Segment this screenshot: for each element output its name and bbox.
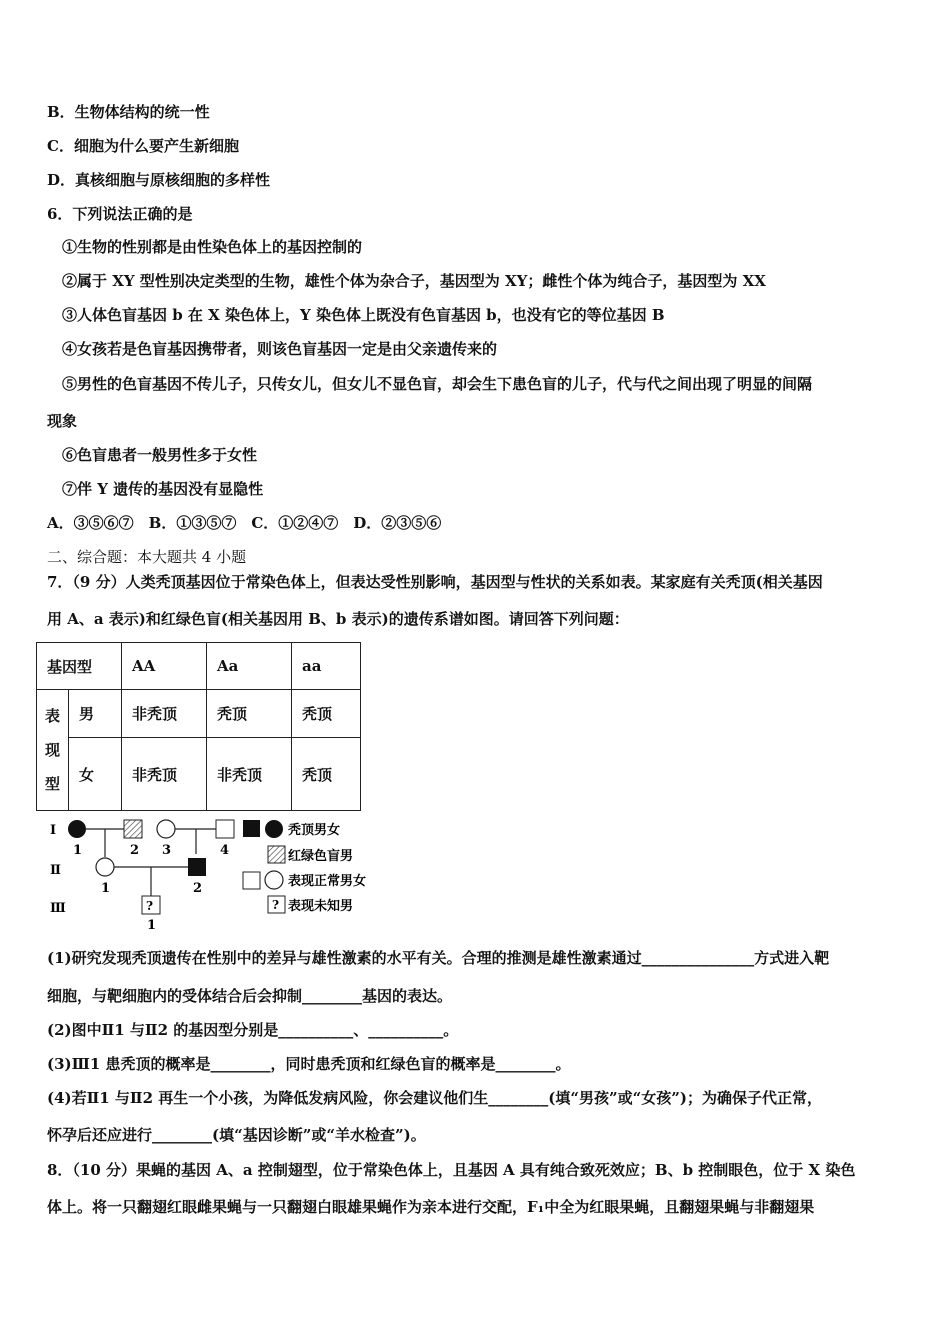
female-bald-I1 [68,820,86,838]
generation-label: Ⅱ [50,863,61,878]
sex-cell: 男 [69,690,122,738]
sub-question: 细胞，与靶细胞内的受体结合后会抑制________基因的表达。 [47,987,453,1005]
legend-bald-male-icon [243,820,260,837]
individual-number: 1 [73,843,83,858]
section-heading: 二、综合题：本大题共 4 小题 [47,548,247,566]
header-cell: 基因型 [37,643,122,690]
legend-colorblind-icon [268,846,285,863]
pedigree-chart [36,812,396,934]
male-bald-II2 [188,858,206,876]
male-colorblind-I2 [124,820,142,838]
female-normal-II1 [96,858,114,876]
sub-question: (3)Ⅲ1 患秃顶的概率是________，同时患秃顶和红绿色盲的概率是________。 [47,1055,571,1073]
question-8-stem: 体上。将一只翻翅红眼雌果蝇与一只翻翅白眼雄果蝇作为亲本进行交配，F₁中全为红眼果蝇，且翻翅果蝇与非翻翅果 [47,1198,815,1216]
legend-label: 表现正常男女 [288,874,367,889]
legend-label: 表现未知男 [288,899,354,914]
statement: ⑤男性的色盲基因不传儿子，只传女儿，但女儿不显色盲，却会生下患色盲的儿子，代与代之间出现了明显的间隔 [62,375,813,393]
sex-cell: 女 [69,738,122,811]
unknown-mark: ? [146,899,154,913]
individual-number: 2 [130,843,140,858]
male-normal-I4 [216,820,234,838]
header-cell: Aa [207,643,292,690]
sub-question: (1)研究发现秃顶遗传在性别中的差异与雄性激素的水平有关。合理的推测是雄性激素通过_______________方式进入靶 [47,949,830,967]
individual-number: 1 [101,881,111,896]
row-group-label: 表 现 型 [37,690,69,811]
legend-normal-female-icon [265,871,283,889]
sub-question: 怀孕后还应进行________(填“基因诊断”或“羊水检查”)。 [47,1126,426,1144]
statement: ③人体色盲基因 b 在 X 染色体上，Y 染色体上既没有色盲基因 b，也没有它的等位基因 B [62,306,665,324]
table-cell: 秃顶 [207,690,292,738]
individual-number: 3 [162,843,172,858]
genotype-table [36,642,361,811]
statement: ⑦伴 Y 遗传的基因没有显隐性 [62,480,264,498]
individual-number: 4 [220,843,230,858]
table-cell: 秃顶 [292,690,361,738]
generation-label: Ⅲ [50,901,66,916]
legend-bald-female-icon [265,820,283,838]
question-6-stem: 6．下列说法正确的是 [47,205,193,223]
option-c: C．细胞为什么要产生新细胞 [47,137,239,155]
option-d: D．真核细胞与原核细胞的多样性 [47,171,271,189]
question-7-stem: 用 A、a 表示)和红绿色盲(相关基因用 B、b 表示)的遗传系谱如图。请回答下列问题： [47,610,629,628]
legend-normal-male-icon [243,872,260,889]
statement: ④女孩若是色盲基因携带者，则该色盲基因一定是由父亲遗传来的 [62,340,498,358]
sub-question: (4)若Ⅱ1 与Ⅱ2 再生一个小孩，为降低发病风险，你会建议他们生________(填“男孩”或“女孩”)；为确保子代正常， [47,1089,822,1107]
legend-label: 秃顶男女 [288,823,341,838]
individual-number: 2 [193,881,203,896]
unknown-mark: ? [272,898,280,912]
statement: ②属于 XY 型性别决定类型的生物，雄性个体为杂合子，基因型为 XY；雌性个体为纯合子，基因型为 XX [62,272,766,290]
statement: ①生物的性别都是由性染色体上的基因控制的 [62,238,363,256]
header-cell: AA [122,643,207,690]
individual-number: 1 [147,918,157,933]
generation-label: Ⅰ [50,823,57,838]
table-cell: 非秃顶 [122,738,207,811]
female-normal-I3 [157,820,175,838]
table-cell: 非秃顶 [122,690,207,738]
statement: ⑥色盲患者一般男性多于女性 [62,446,258,464]
header-cell: aa [292,643,361,690]
question-7-stem: 7．（9 分）人类秃顶基因位于常染色体上，但表达受性别影响，基因型与性状的关系如表。某家庭有关秃顶(相关基因 [47,573,823,591]
legend-label: 红绿色盲男 [288,849,354,864]
option-b: B．生物体结构的统一性 [47,103,210,121]
sub-question: (2)图中Ⅱ1 与Ⅱ2 的基因型分别是__________、__________。 [47,1021,459,1039]
question-6-options: A．③⑤⑥⑦ B．①③⑤⑦ C．①②④⑦ D．②③⑤⑥ [47,514,442,532]
statement-cont: 现象 [47,412,78,430]
question-8-stem: 8．（10 分）果蝇的基因 A、a 控制翅型，位于常染色体上，且基因 A 具有纯合致死效应；B、b 控制眼色，位于 X 染色 [47,1161,856,1179]
table-cell: 非秃顶 [207,738,292,811]
table-cell: 秃顶 [292,738,361,811]
